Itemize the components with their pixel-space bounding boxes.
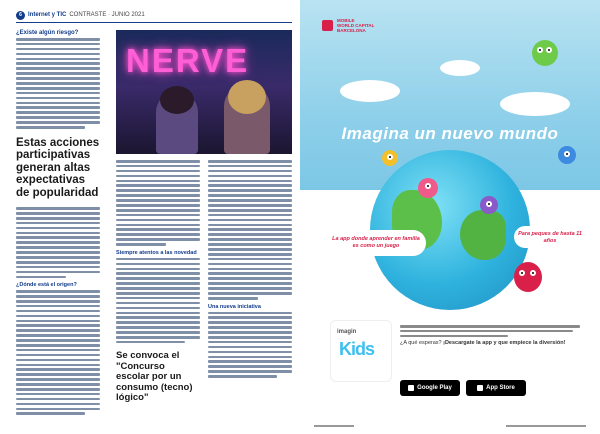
brand-line-1: MOBILE [337,18,355,23]
article-photo [116,30,292,154]
promo-cta-bold: ¡Descargate la app y que empiece la diversión! [443,339,566,346]
question-heading: ¿Existe algún riesgo? [16,30,79,36]
folio-issue: CONTRASTE · JUNIO 2021 [69,12,145,18]
blue-monster-icon [558,146,576,164]
subheading-initiative: Una nueva iniciativa [208,303,261,310]
page-number: 6 [16,11,25,20]
body-text [16,207,100,278]
person-head [160,86,194,114]
google-play-icon [408,385,414,391]
subheading-news: Siempre atentos a las novedad [116,249,197,256]
logo-name: Kids [339,339,375,359]
body-text [208,312,292,378]
google-play-button[interactable] [400,380,460,396]
promo-copy [400,325,580,347]
cloud [440,60,480,76]
brand-line-2: WORLD CAPITAL [337,23,375,28]
continent [460,210,506,260]
purple-monster-icon [480,196,498,214]
folio-section: Internet y TIC [28,12,67,18]
logo-prefix: imagin [337,329,357,335]
neon-sign: NERVE [126,42,250,79]
brand-logo [322,18,374,33]
red-monster-icon [514,262,542,292]
article-column-3 [208,160,292,378]
advert-page [300,0,600,434]
cloud [340,80,400,102]
pink-monster-icon [418,178,438,198]
body-text [16,290,100,415]
cloud [500,92,570,116]
speech-bubble-age: Para peques de hasta 11 años [514,226,586,248]
folio-rule [16,22,292,23]
article-column-2 [116,160,200,408]
subheading-origin: ¿Dónde está el origen? [16,282,77,289]
ad-headline: Imagina un nuevo mundo [341,124,559,143]
article-column-1 [16,30,100,415]
apple-icon [477,385,483,391]
body-text [16,38,100,129]
app-store-button[interactable] [466,380,526,396]
pull-quote: Se convoca el "Concurso escolar por un consumo (tecno) lógico" [116,350,193,404]
app-store-label: App Store [486,385,515,391]
body-text [116,258,200,344]
section-heading: Estas acciones participativas generan altas expectativas de popularidad [16,136,100,199]
brand-line-3: BARCELONA [337,28,366,33]
body-text [208,160,292,300]
body-text [116,160,200,246]
left-footer [16,425,292,427]
google-play-label: Google Play [417,385,452,391]
speech-bubble-family: La app donde aprender en familia es como un juego [326,230,426,256]
brand-mark-icon [322,20,333,31]
promo-cta-start: ¿A qué esperas? [400,339,442,346]
folio-bar [16,10,292,20]
yellow-monster-icon [382,150,398,166]
person-head [228,80,266,114]
imagin-kids-logo [330,320,392,382]
green-monster-icon [532,40,558,66]
right-footer [314,425,586,427]
